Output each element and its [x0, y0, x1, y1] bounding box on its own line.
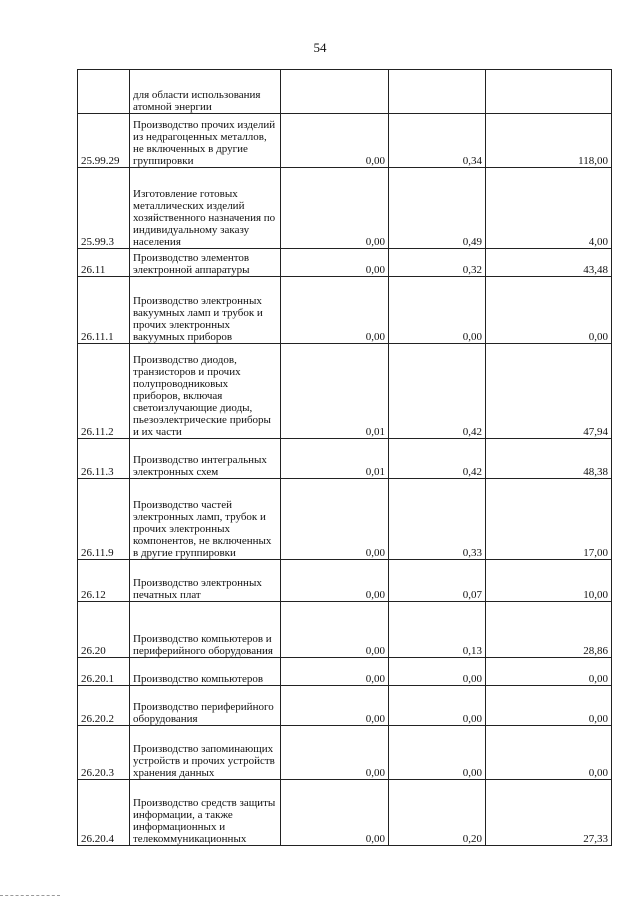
- row-value-2: 0,00: [389, 726, 486, 780]
- table-row: [78, 602, 612, 658]
- row-value-1: 0,00: [281, 560, 389, 602]
- row-code: 26.11.3: [78, 439, 130, 479]
- row-value-1: 0,00: [281, 168, 389, 249]
- row-value-1: 0,01: [281, 344, 389, 439]
- table-row: [78, 479, 612, 560]
- row-value-3: 10,00: [486, 560, 612, 602]
- row-value-3: 0,00: [486, 686, 612, 726]
- row-value-3: 48,38: [486, 439, 612, 479]
- row-code: 26.20.2: [78, 686, 130, 726]
- row-code: [78, 70, 130, 114]
- row-value-1: 0,00: [281, 249, 389, 277]
- row-code: 26.11.2: [78, 344, 130, 439]
- row-name: Производство прочих изделий из недрагоценных металлов, не включенных в другие группировки: [130, 114, 281, 168]
- row-value-3: 43,48: [486, 249, 612, 277]
- table-row: [78, 780, 612, 846]
- row-value-1: 0,00: [281, 479, 389, 560]
- row-code: 26.11.1: [78, 277, 130, 344]
- table-row: [78, 114, 612, 168]
- row-name: Производство компьютеров и периферийного оборудования: [130, 602, 281, 658]
- row-value-2: [389, 70, 486, 114]
- row-code: 26.11: [78, 249, 130, 277]
- page-number: 54: [313, 40, 327, 55]
- row-code: 26.20: [78, 602, 130, 658]
- table-row: [78, 439, 612, 479]
- row-code: 26.20.1: [78, 658, 130, 686]
- row-value-3: 17,00: [486, 479, 612, 560]
- table-row: [78, 249, 612, 277]
- row-value-1: 0,00: [281, 277, 389, 344]
- row-value-2: 0,07: [389, 560, 486, 602]
- row-name: Производство диодов, транзисторов и прочих полупроводниковых приборов, включая светоизлучающие диоды, пьезоэлектрические приборы и их части: [130, 344, 281, 439]
- row-code: 26.20.3: [78, 726, 130, 780]
- row-name: Производство интегральных электронных схем: [130, 439, 281, 479]
- row-value-2: 0,42: [389, 344, 486, 439]
- row-value-1: 0,00: [281, 602, 389, 658]
- row-value-3: 118,00: [486, 114, 612, 168]
- row-value-1: 0,01: [281, 439, 389, 479]
- row-value-3: 4,00: [486, 168, 612, 249]
- row-value-2: 0,49: [389, 168, 486, 249]
- row-value-1: 0,00: [281, 780, 389, 846]
- row-value-2: 0,32: [389, 249, 486, 277]
- row-value-2: 0,20: [389, 780, 486, 846]
- row-name: для области использования атомной энергии: [130, 70, 281, 114]
- row-value-2: 0,42: [389, 439, 486, 479]
- row-code: 25.99.3: [78, 168, 130, 249]
- row-code: 25.99.29: [78, 114, 130, 168]
- row-value-1: 0,00: [281, 686, 389, 726]
- row-value-2: 0,00: [389, 277, 486, 344]
- table-row: [78, 168, 612, 249]
- row-value-3: 0,00: [486, 726, 612, 780]
- row-value-2: 0,00: [389, 658, 486, 686]
- row-value-3: 27,33: [486, 780, 612, 846]
- row-value-1: 0,00: [281, 114, 389, 168]
- row-value-3: 28,86: [486, 602, 612, 658]
- row-value-3: 0,00: [486, 277, 612, 344]
- row-value-2: 0,33: [389, 479, 486, 560]
- row-value-1: 0,00: [281, 658, 389, 686]
- row-name: Производство электронных вакуумных ламп и трубок и прочих электронных вакуумных приборов: [130, 277, 281, 344]
- table-row: [78, 70, 612, 114]
- row-value-3: 0,00: [486, 658, 612, 686]
- row-value-1: 0,00: [281, 726, 389, 780]
- row-value-2: 0,00: [389, 686, 486, 726]
- table-row: [78, 277, 612, 344]
- row-name: Производство элементов электронной аппаратуры: [130, 249, 281, 277]
- footer-divider: [0, 895, 60, 897]
- row-value-3: [486, 70, 612, 114]
- row-name: Производство электронных печатных плат: [130, 560, 281, 602]
- row-name: Производство периферийного оборудования: [130, 686, 281, 726]
- table-row: [78, 658, 612, 686]
- row-name: Изготовление готовых металлических изделий хозяйственного назначения по индивидуальному заказу населения: [130, 168, 281, 249]
- row-name: Производство запоминающих устройств и прочих устройств хранения данных: [130, 726, 281, 780]
- row-code: 26.12: [78, 560, 130, 602]
- table-row: [78, 344, 612, 439]
- table-row: [78, 560, 612, 602]
- row-value-3: 47,94: [486, 344, 612, 439]
- table-row: [78, 726, 612, 780]
- row-code: 26.11.9: [78, 479, 130, 560]
- data-table: [77, 69, 612, 846]
- row-value-2: 0,13: [389, 602, 486, 658]
- row-name: Производство частей электронных ламп, трубок и прочих электронных компонентов, не включенных в другие группировки: [130, 479, 281, 560]
- row-name: Производство компьютеров: [130, 658, 281, 686]
- row-code: 26.20.4: [78, 780, 130, 846]
- row-value-2: 0,34: [389, 114, 486, 168]
- table-body: [78, 70, 612, 846]
- table-row: [78, 686, 612, 726]
- row-name: Производство средств защиты информации, а также информационных и телекоммуникационных: [130, 780, 281, 846]
- row-value-1: [281, 70, 389, 114]
